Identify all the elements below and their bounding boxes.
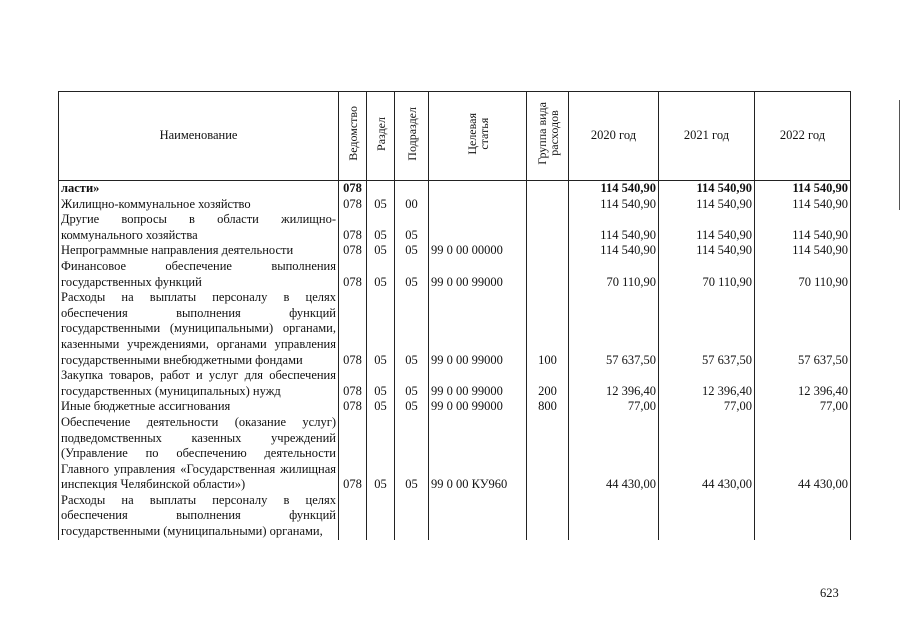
table-row [59, 493, 851, 540]
cell-2020: 57 637,50 [569, 290, 659, 368]
cell-razdel [367, 181, 395, 197]
cell-razdel: 05 [367, 197, 395, 213]
cell-2020: 114 540,90 [569, 243, 659, 259]
cell-name: Иные бюджетные ассигнования [59, 399, 339, 415]
cell-name: Финансовое обеспечение выполнения государственных функций [59, 259, 339, 290]
cell-razdel: 05 [367, 290, 395, 368]
cell-2020 [569, 493, 659, 540]
cell-vedomstvo: 078 [339, 181, 367, 197]
table-row [59, 290, 851, 368]
header-celevaya: Целевая статья [429, 92, 527, 181]
cell-2022 [755, 493, 851, 540]
cell-2020: 114 540,90 [569, 197, 659, 213]
cell-2021 [659, 493, 755, 540]
table-row [59, 181, 851, 197]
cell-name: Обеспечение деятельности (оказание услуг) подведомственных казенных учреждений (Управление по обеспечению деятельности Главного управления «Государственная жилищная инспекция Челябинской области») [59, 415, 339, 493]
table-row [59, 259, 851, 290]
cell-vedomstvo: 078 [339, 259, 367, 290]
cell-vedomstvo: 078 [339, 197, 367, 213]
cell-2022: 57 637,50 [755, 290, 851, 368]
cell-celevaya: 99 0 00 00000 [429, 243, 527, 259]
cell-2022: 114 540,90 [755, 243, 851, 259]
cell-gruppa [527, 493, 569, 540]
table-header-row [59, 92, 851, 181]
cell-celevaya: 99 0 00 99000 [429, 368, 527, 399]
cell-razdel: 05 [367, 399, 395, 415]
header-2022: 2022 год [755, 92, 851, 181]
cell-name: Расходы на выплаты персоналу в целях обеспечения выполнения функций государственными (муниципальными) органами, [59, 493, 339, 540]
cell-razdel: 05 [367, 243, 395, 259]
header-vedomstvo: Ведомство [339, 92, 367, 181]
header-podrazdel: Подраздел [395, 92, 429, 181]
cell-gruppa [527, 415, 569, 493]
cell-razdel: 05 [367, 259, 395, 290]
header-2021: 2021 год [659, 92, 755, 181]
cell-2021: 114 540,90 [659, 243, 755, 259]
cell-2022: 114 540,90 [755, 212, 851, 243]
cell-celevaya [429, 493, 527, 540]
cell-2021: 77,00 [659, 399, 755, 415]
cell-name: Другие вопросы в области жилищно-коммунального хозяйства [59, 212, 339, 243]
cell-celevaya: 99 0 00 99000 [429, 290, 527, 368]
cell-razdel: 05 [367, 415, 395, 493]
table-row [59, 368, 851, 399]
cell-podrazdel: 05 [395, 259, 429, 290]
cell-vedomstvo: 078 [339, 399, 367, 415]
cell-celevaya [429, 181, 527, 197]
cell-2022: 70 110,90 [755, 259, 851, 290]
cell-vedomstvo: 078 [339, 243, 367, 259]
cell-name: Непрограммные направления деятельности [59, 243, 339, 259]
cell-podrazdel: 05 [395, 415, 429, 493]
cell-2021: 57 637,50 [659, 290, 755, 368]
cell-name: Закупка товаров, работ и услуг для обеспечения государственных (муниципальных) нужд [59, 368, 339, 399]
cell-name: Жилищно-коммунальное хозяйство [59, 197, 339, 213]
cell-name: Расходы на выплаты персоналу в целях обеспечения выполнения функций государственными (муниципальными) органами, казенными учреждениями, органами управления государственными внебюджетными фондами [59, 290, 339, 368]
cell-gruppa [527, 212, 569, 243]
cell-gruppa: 200 [527, 368, 569, 399]
cell-vedomstvo: 078 [339, 212, 367, 243]
header-gruppa: Группа вида расходов [527, 92, 569, 181]
cell-podrazdel [395, 493, 429, 540]
table-row [59, 243, 851, 259]
cell-gruppa [527, 197, 569, 213]
cell-podrazdel [395, 181, 429, 197]
table-row [59, 212, 851, 243]
cell-podrazdel: 05 [395, 243, 429, 259]
cell-2021: 114 540,90 [659, 181, 755, 197]
cell-gruppa: 800 [527, 399, 569, 415]
table-row [59, 399, 851, 415]
cell-2022: 114 540,90 [755, 181, 851, 197]
cell-2021: 114 540,90 [659, 212, 755, 243]
cell-vedomstvo: 078 [339, 368, 367, 399]
cell-podrazdel: 05 [395, 212, 429, 243]
cell-2022: 12 396,40 [755, 368, 851, 399]
cell-2021: 12 396,40 [659, 368, 755, 399]
page-edge-line [899, 100, 900, 210]
page-number: 623 [820, 586, 839, 600]
header-razdel: Раздел [367, 92, 395, 181]
cell-gruppa [527, 181, 569, 197]
cell-2021: 44 430,00 [659, 415, 755, 493]
budget-table [58, 91, 851, 540]
cell-2020: 70 110,90 [569, 259, 659, 290]
cell-vedomstvo [339, 493, 367, 540]
cell-vedomstvo: 078 [339, 415, 367, 493]
cell-razdel [367, 493, 395, 540]
cell-2021: 70 110,90 [659, 259, 755, 290]
table-row [59, 415, 851, 493]
cell-2022: 77,00 [755, 399, 851, 415]
cell-razdel: 05 [367, 368, 395, 399]
cell-gruppa [527, 259, 569, 290]
cell-podrazdel: 05 [395, 368, 429, 399]
header-name: Наименование [59, 92, 339, 181]
cell-gruppa [527, 243, 569, 259]
cell-podrazdel: 00 [395, 197, 429, 213]
cell-2020: 114 540,90 [569, 181, 659, 197]
cell-celevaya: 99 0 00 КУ960 [429, 415, 527, 493]
cell-celevaya: 99 0 00 99000 [429, 259, 527, 290]
cell-podrazdel: 05 [395, 290, 429, 368]
cell-2022: 44 430,00 [755, 415, 851, 493]
cell-celevaya [429, 212, 527, 243]
header-2020: 2020 год [569, 92, 659, 181]
cell-celevaya [429, 197, 527, 213]
cell-razdel: 05 [367, 212, 395, 243]
cell-2021: 114 540,90 [659, 197, 755, 213]
cell-vedomstvo: 078 [339, 290, 367, 368]
cell-2020: 114 540,90 [569, 212, 659, 243]
cell-celevaya: 99 0 00 99000 [429, 399, 527, 415]
cell-2020: 44 430,00 [569, 415, 659, 493]
cell-name: ласти» [59, 181, 339, 197]
cell-podrazdel: 05 [395, 399, 429, 415]
table-row [59, 197, 851, 213]
cell-2020: 77,00 [569, 399, 659, 415]
cell-2022: 114 540,90 [755, 197, 851, 213]
cell-gruppa: 100 [527, 290, 569, 368]
cell-2020: 12 396,40 [569, 368, 659, 399]
